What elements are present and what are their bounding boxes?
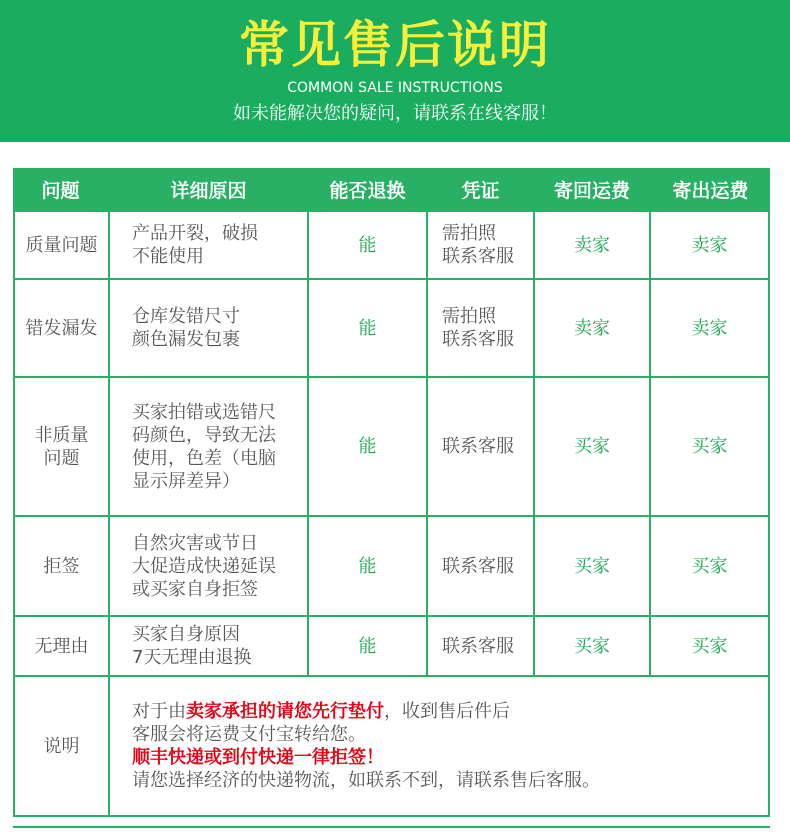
return-fee-cell: 买家 xyxy=(535,517,649,615)
issue-text: 无理由 xyxy=(34,635,89,657)
note-label: 说明 xyxy=(15,677,108,815)
note-line: 请您选择经济的快递物流，如联系不到，请联系售后客服。 xyxy=(132,770,600,791)
exchange-cell: 能 xyxy=(309,280,426,376)
note-text: 对于由 xyxy=(132,701,186,722)
reason-line: 7天无理由退换 xyxy=(132,647,252,668)
issue-cell xyxy=(15,280,108,376)
issue-text: 问题 xyxy=(43,447,80,469)
proof-line: 联系客服 xyxy=(442,555,514,577)
proof-line: 需拍照 xyxy=(442,306,496,327)
reason-line: 仓库发错尺寸 xyxy=(132,306,240,327)
proof-line: 联系客服 xyxy=(442,635,514,657)
reason-line: 颜色漏发包裹 xyxy=(132,329,240,350)
note-line: 客服会将运费支付宝转给您。 xyxy=(132,724,366,745)
proof-line: 联系客服 xyxy=(442,329,514,350)
note-content xyxy=(110,677,768,815)
column-header-return-fee: 寄回运费 xyxy=(553,179,630,202)
return-fee-cell: 买家 xyxy=(535,617,649,675)
bottom-divider xyxy=(13,826,770,828)
proof-cell xyxy=(428,212,533,278)
issue-cell xyxy=(15,378,108,515)
after-sale-table xyxy=(13,168,770,817)
issue-text: 错发漏发 xyxy=(25,317,98,339)
issue-cell xyxy=(15,212,108,278)
column-header-proof: 凭证 xyxy=(461,179,500,202)
page-header xyxy=(0,0,790,142)
reason-line: 不能使用 xyxy=(132,246,204,267)
ship-fee-cell: 买家 xyxy=(651,517,768,615)
reason-line: 产品开裂，破损 xyxy=(132,223,258,244)
return-fee-cell: 买家 xyxy=(535,378,649,515)
proof-cell xyxy=(428,280,533,376)
proof-cell xyxy=(428,378,533,515)
exchange-cell: 能 xyxy=(309,617,426,675)
reason-cell xyxy=(110,212,307,278)
note-highlight: 卖家承担的请您先行垫付 xyxy=(186,701,384,722)
return-fee-cell: 卖家 xyxy=(535,212,649,278)
ship-fee-cell: 买家 xyxy=(651,378,768,515)
issue-text: 非质量 xyxy=(34,424,89,446)
reason-line: 自然灾害或节日 xyxy=(132,532,258,554)
issue-cell xyxy=(15,517,108,615)
proof-line: 联系客服 xyxy=(442,246,514,267)
note-line xyxy=(132,700,510,723)
proof-line: 需拍照 xyxy=(442,223,496,244)
return-fee-cell: 卖家 xyxy=(535,280,649,376)
reason-line: 显示屏差异） xyxy=(132,470,240,492)
ship-fee-cell: 卖家 xyxy=(651,280,768,376)
reason-line: 买家自身原因 xyxy=(132,624,240,645)
proof-cell xyxy=(428,617,533,675)
exchange-cell: 能 xyxy=(309,517,426,615)
column-header-ship-fee: 寄出运费 xyxy=(672,179,749,202)
note-text: ，收到售后件后 xyxy=(384,701,510,722)
column-header-exchange: 能否退换 xyxy=(329,179,406,202)
proof-line: 联系客服 xyxy=(442,436,514,457)
reason-cell xyxy=(110,517,307,615)
column-header-issue: 问题 xyxy=(41,179,80,202)
issue-text: 质量问题 xyxy=(25,234,98,256)
column-header-reason: 详细原因 xyxy=(170,179,247,202)
issue-cell xyxy=(15,617,108,675)
reason-line: 买家拍错或选错尺 xyxy=(132,401,276,423)
issue-text: 拒签 xyxy=(43,555,80,577)
ship-fee-cell: 买家 xyxy=(651,617,768,675)
page-title: 常见售后说明 xyxy=(239,16,551,74)
exchange-cell: 能 xyxy=(309,378,426,515)
ship-fee-cell: 卖家 xyxy=(651,212,768,278)
reason-line: 使用，色差（电脑 xyxy=(132,447,276,469)
reason-line: 或买家自身拒签 xyxy=(132,578,258,600)
reason-cell xyxy=(110,378,307,515)
reason-cell xyxy=(110,617,307,675)
reason-line: 码颜色，导致无法 xyxy=(132,424,276,446)
note-warning: 顺丰快递或到付快递一律拒签！ xyxy=(132,747,384,768)
reason-cell xyxy=(110,280,307,376)
exchange-cell: 能 xyxy=(309,212,426,278)
subtitle-english: COMMON SALE INSTRUCTIONS xyxy=(287,80,503,96)
subtitle-chinese: 如未能解决您的疑问，请联系在线客服！ xyxy=(233,103,557,124)
reason-line: 大促造成快递延误 xyxy=(132,555,276,577)
proof-cell xyxy=(428,517,533,615)
